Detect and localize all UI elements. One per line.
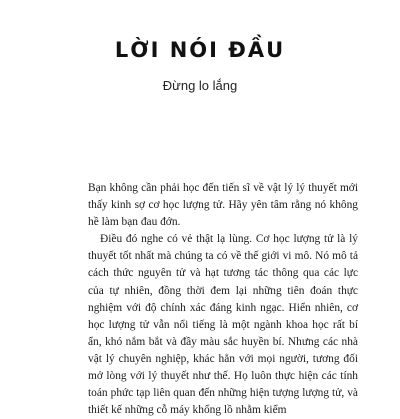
body-text (88, 180, 358, 419)
chapter-title: LỜI NÓI ĐẦU (114, 38, 286, 62)
paragraph: Bạn không cần phải học đến tiến sĩ về vật lý lý thuyết mới thấy kinh sợ cơ học lượng tử. Hãy yên tâm rằng nó không hề làm bạn đau đớn. (88, 182, 358, 229)
paragraph: Điều đó nghe có vẻ thật lạ lùng. Cơ học lượng tử là lý thuyết tốt nhất mà chúng ta có về thế giới vi mô. Nó mô tả cách thức nguyên tử và hạt tương tác thông qua các lực của tự nhiên, đồng thời đem lại những tiên đoán thực nghiệm với độ chính xác đáng kinh ngạc. Hiển nhiên, cơ học lượng tử vẫn nổi tiếng là một ngành khoa học rất bí ẩn, khó nắm bắt và đầy màu sắc huyền bí. Nhưng các nhà vật lý chuyên nghiệp, khác hẳn với mọi người, tương đối mở lòng với lý thuyết như thế. Họ luôn thực hiện các tính toán phức tạp liên quan đến những hiện tượng lượng tử, và thiết kế những cỗ máy khổng lồ nhằm kiểm (88, 233, 358, 417)
chapter-subtitle: Đừng lo lắng (162, 78, 238, 93)
